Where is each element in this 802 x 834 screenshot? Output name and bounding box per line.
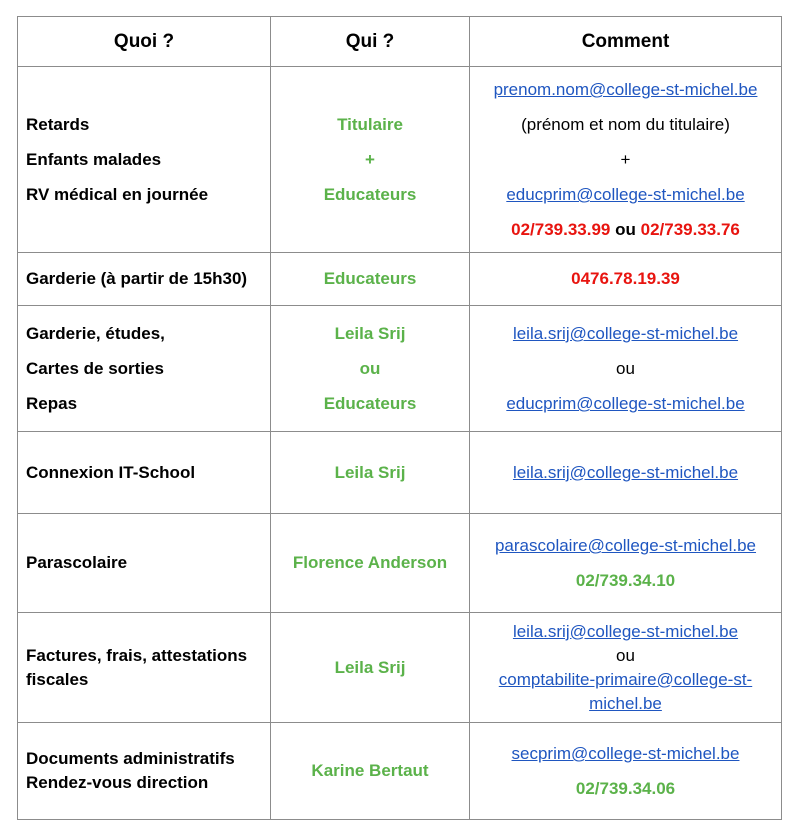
- table-row: [18, 613, 782, 723]
- table-row: [18, 306, 782, 432]
- phone-number: 02/739.34.06: [575, 779, 676, 798]
- phone-number: 02/739.33.99: [511, 220, 611, 239]
- phone-number: 02/739.34.10: [575, 571, 676, 590]
- phone-number: 0476.78.19.39: [571, 269, 680, 288]
- contact-name: Educateurs: [323, 269, 417, 288]
- topic-label: Repas: [26, 394, 78, 413]
- qui-cell: [271, 67, 470, 253]
- email-link[interactable]: educprim@college-st-michel.be: [506, 394, 745, 413]
- topic-label: Garderie (à partir de 15h30): [26, 269, 248, 288]
- or-text: ou: [615, 220, 636, 239]
- topic-label: fiscales: [26, 669, 89, 689]
- qui-cell: [271, 432, 470, 514]
- phone-number: 02/739.33.76: [640, 220, 740, 239]
- topic-label: Factures, frais, attestations: [26, 645, 248, 665]
- table-row: [18, 723, 782, 820]
- comment-cell: [470, 306, 782, 432]
- topic-label: Rendez-vous direction: [26, 773, 209, 792]
- email-link[interactable]: secprim@college-st-michel.be: [511, 744, 740, 763]
- quoi-cell: [18, 514, 271, 613]
- header-comment: Comment: [470, 17, 782, 67]
- table-row: [18, 253, 782, 306]
- note-text: (prénom et nom du titulaire): [521, 115, 730, 134]
- or-text: ou: [616, 645, 635, 665]
- qui-cell: [271, 253, 470, 306]
- plus-sign: +: [620, 150, 631, 169]
- topic-label: Enfants malades: [26, 150, 162, 169]
- qui-cell: [271, 613, 470, 723]
- contact-table: [17, 16, 782, 820]
- header-qui: Qui ?: [271, 17, 470, 67]
- comment-cell: [470, 67, 782, 253]
- contact-name: Leila Srij: [334, 324, 406, 343]
- contact-name: Florence Anderson: [292, 553, 448, 572]
- contact-name: Leila Srij: [334, 657, 406, 677]
- header-quoi: Quoi ?: [18, 17, 271, 67]
- table-row: [18, 432, 782, 514]
- qui-cell: [271, 514, 470, 613]
- email-link[interactable]: parascolaire@college-st-michel.be: [494, 536, 757, 555]
- email-link-part1[interactable]: comptabilite-primaire@college-st-: [498, 669, 753, 689]
- quoi-cell: [18, 723, 271, 820]
- email-link-part2[interactable]: michel.be: [589, 693, 662, 713]
- quoi-cell: [18, 67, 271, 253]
- topic-label: RV médical en journée: [26, 185, 209, 204]
- comment-cell: [470, 432, 782, 514]
- comment-cell: [470, 613, 782, 723]
- topic-label: Connexion IT-School: [26, 462, 196, 482]
- topic-label: Parascolaire: [26, 553, 128, 572]
- comment-cell: [470, 514, 782, 613]
- email-link[interactable]: prenom.nom@college-st-michel.be: [493, 80, 758, 99]
- plus-sign: +: [365, 150, 375, 169]
- quoi-cell: [18, 613, 271, 723]
- topic-label: Garderie, études,: [26, 324, 165, 343]
- qui-cell: [271, 306, 470, 432]
- email-link[interactable]: educprim@college-st-michel.be: [506, 185, 745, 204]
- contact-name: Titulaire: [337, 115, 403, 134]
- topic-label: Documents administratifs: [26, 749, 235, 768]
- quoi-cell: [18, 432, 271, 514]
- qui-cell: [271, 723, 470, 820]
- contact-name: Karine Bertaut: [311, 761, 429, 780]
- table-row: [18, 514, 782, 613]
- contact-name: Educateurs: [323, 185, 417, 204]
- topic-label: Retards: [26, 115, 90, 134]
- table-row: [18, 67, 782, 253]
- or-text: ou: [359, 359, 381, 378]
- contact-name: Leila Srij: [334, 462, 406, 482]
- email-link[interactable]: leila.srij@college-st-michel.be: [512, 621, 739, 641]
- comment-cell: [470, 723, 782, 820]
- email-link[interactable]: leila.srij@college-st-michel.be: [512, 324, 739, 343]
- quoi-cell: [18, 253, 271, 306]
- topic-label: Cartes de sorties: [26, 359, 164, 378]
- header-row: [18, 17, 782, 67]
- contact-name: Educateurs: [323, 394, 417, 413]
- or-text: ou: [616, 359, 635, 378]
- comment-cell: [470, 253, 782, 306]
- quoi-cell: [18, 306, 271, 432]
- email-link[interactable]: leila.srij@college-st-michel.be: [512, 462, 739, 482]
